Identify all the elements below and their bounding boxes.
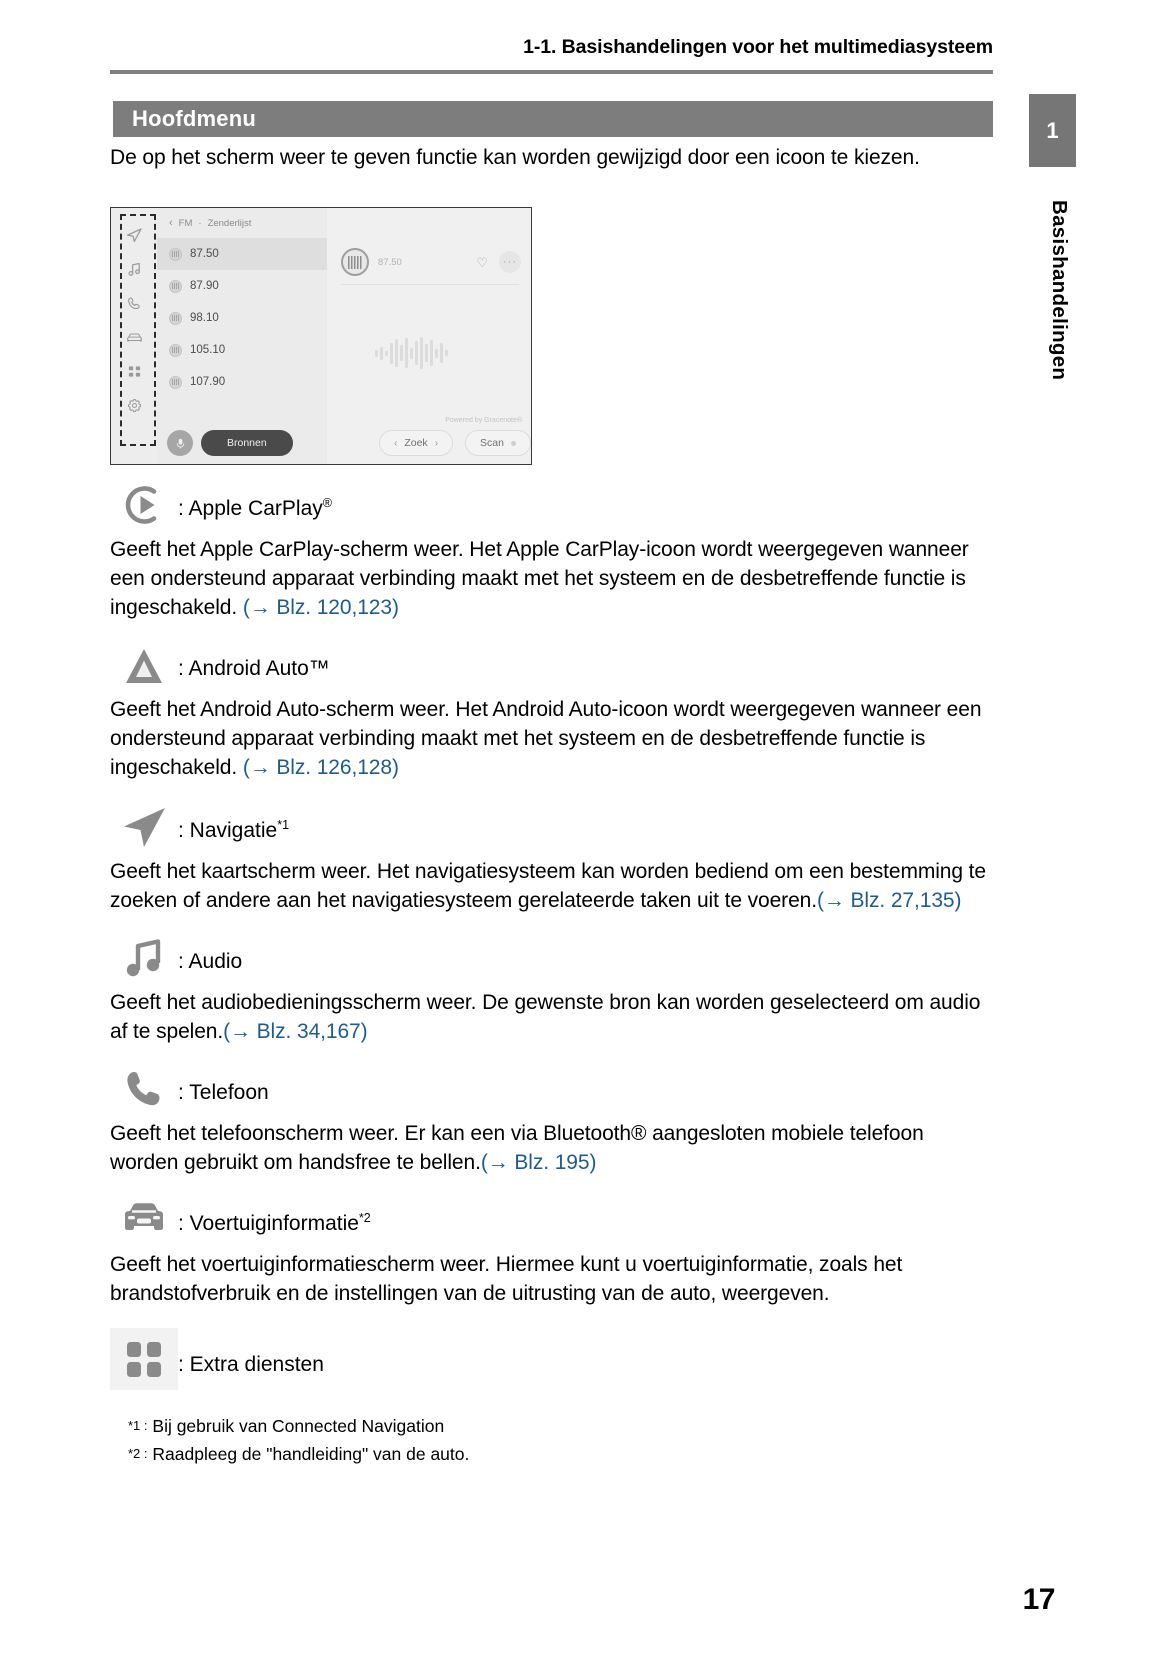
- footnote-marker: *1 :: [128, 1418, 148, 1433]
- entry-body: [110, 857, 995, 915]
- footnote-text: Raadpleeg de "handleiding" van de auto.: [152, 1444, 470, 1464]
- navigation-icon: [110, 804, 178, 850]
- footnote-marker: *2 :: [128, 1446, 148, 1461]
- scan-label: Scan: [480, 437, 504, 449]
- station-frequency: 87.50: [190, 248, 219, 260]
- entry-body-text: Geeft het Android Auto-scherm weer. Het Android Auto-icoon wordt weergegeven wanneer een ondersteund apparaat verbinding maakt met het systeem en de desbetreffende functie is ingeschakeld.: [110, 698, 982, 779]
- footnotes: [110, 1412, 995, 1468]
- chapter-name-vertical: Basishandelingen: [1048, 200, 1071, 381]
- icon-entry-list: [110, 482, 995, 1468]
- station-row[interactable]: [157, 270, 327, 302]
- page-reference-link[interactable]: (→ Blz. 27,135): [816, 889, 962, 912]
- header-rule: [110, 70, 993, 74]
- apple-carplay-icon: [110, 482, 178, 528]
- station-icon: [169, 376, 182, 389]
- station-row[interactable]: [157, 302, 327, 334]
- footnote: [110, 1440, 995, 1468]
- entry-label-text: : Telefoon: [178, 1081, 269, 1104]
- station-list-label: Zenderlijst: [207, 217, 252, 229]
- scan-indicator-icon: [511, 441, 516, 446]
- station-icon: [169, 280, 182, 293]
- seek-label: Zoek: [404, 437, 428, 449]
- entry-label: [178, 943, 242, 981]
- scan-button[interactable]: [465, 430, 531, 456]
- now-playing-header: [341, 248, 521, 276]
- entry-voertuiginformatie: [110, 1199, 995, 1308]
- entry-body-text: Geeft het telefoonscherm weer. Er kan een via Bluetooth® aangesloten mobiele telefoon worden gebruikt om handsfree te bellen.: [110, 1122, 924, 1174]
- chapter-number: 1: [1046, 118, 1059, 143]
- entry-label: [178, 1346, 324, 1390]
- section-title: Hoofdmenu: [132, 106, 257, 131]
- entry-label: [178, 1074, 269, 1112]
- entry-label-text: : Audio: [178, 950, 243, 973]
- running-head: 1-1. Basishandelingen voor het multimediasysteem: [523, 36, 993, 58]
- entry-body: [110, 535, 995, 622]
- phone-icon: [110, 1068, 178, 1112]
- seek-prev-icon[interactable]: ‹: [394, 437, 398, 449]
- waveform-visualizer-icon: [375, 336, 448, 370]
- device-screenshot-figure: [110, 207, 532, 465]
- station-icon: [169, 248, 182, 261]
- entry-label: [178, 812, 289, 850]
- station-row[interactable]: [157, 238, 327, 270]
- entry-body-text: Geeft het audiobedieningsscherm weer. De gewenste bron kan worden geselecteerd om audio af te spelen.: [110, 991, 981, 1043]
- divider: [341, 284, 519, 285]
- sidebar-highlight-dashed-box: [120, 214, 156, 446]
- entry-label-text: : Voertuiginformatie: [178, 1212, 359, 1235]
- station-frequency: 107.90: [190, 376, 226, 388]
- android-auto-icon: [110, 644, 178, 688]
- device-sidebar: [111, 208, 157, 464]
- station-frequency: 87.90: [190, 280, 219, 292]
- microphone-icon[interactable]: [167, 430, 193, 456]
- entry-label: [178, 650, 330, 688]
- entry-body: [110, 1119, 995, 1177]
- back-icon[interactable]: ‹: [169, 217, 173, 229]
- entry-label: [178, 1205, 371, 1243]
- station-frequency: 105.10: [190, 344, 226, 356]
- entry-label-text: : Navigatie: [178, 819, 278, 842]
- entry-audio: [110, 937, 995, 1046]
- sources-button[interactable]: Bronnen: [201, 430, 293, 456]
- audio-icon: [110, 937, 178, 981]
- entry-apple-carplay: [110, 482, 995, 622]
- entry-label-sup: *1: [277, 818, 290, 832]
- entry-label-text: : Apple CarPlay: [178, 497, 323, 520]
- powered-by-label: Powered by Gracenote®: [445, 417, 522, 424]
- entry-telefoon: [110, 1068, 995, 1177]
- apps-icon: [110, 1328, 178, 1390]
- entry-android-auto: [110, 644, 995, 782]
- chapter-thumb-tab: [1029, 94, 1076, 167]
- device-topbar: [157, 208, 327, 238]
- seek-button[interactable]: [379, 430, 453, 456]
- entry-label-sup: ®: [322, 496, 332, 510]
- page-number: 17: [1022, 1583, 1055, 1616]
- station-frequency: 98.10: [190, 312, 219, 324]
- entry-extra-diensten: [110, 1328, 995, 1390]
- entry-label: [178, 490, 332, 528]
- page-reference-link[interactable]: (→ Blz. 126,128): [242, 756, 399, 779]
- footnote-text: Bij gebruik van Connected Navigation: [152, 1416, 445, 1436]
- section-title-bar: [113, 101, 993, 137]
- page-reference-link[interactable]: (→ Blz. 34,167): [223, 1020, 368, 1043]
- entry-body-text: Geeft het Apple CarPlay-scherm weer. Het Apple CarPlay-icoon wordt weergegeven wanneer een ondersteund apparaat verbinding maakt met het systeem en de desbetreffende functie is ingeschakeld.: [110, 538, 969, 619]
- station-icon: [169, 344, 182, 357]
- page-reference-link[interactable]: (→ Blz. 195): [480, 1151, 597, 1174]
- entry-body: [110, 695, 995, 782]
- entry-body: [110, 988, 995, 1046]
- topbar-separator: ·: [198, 217, 202, 229]
- entry-navigatie: [110, 804, 995, 915]
- station-art-icon: [341, 248, 369, 276]
- entry-label-text: : Android Auto™: [178, 657, 330, 680]
- entry-body-text: Geeft het kaartscherm weer. Het navigatiesysteem kan worden bediend om een bestemming te zoeken of andere aan het navigatiesysteem gerelateerde taken uit te voeren.: [110, 860, 987, 912]
- entry-body: [110, 1250, 995, 1308]
- entry-label-text: : Extra diensten: [178, 1353, 324, 1376]
- seek-next-icon[interactable]: ›: [434, 437, 439, 449]
- page-content: [110, 143, 995, 180]
- vehicle-icon: [110, 1199, 178, 1243]
- section-lead: De op het scherm weer te geven functie kan worden gewijzigd door een icoon te kiezen.: [110, 146, 920, 169]
- more-icon[interactable]: ···: [499, 251, 521, 273]
- device-bottom-bar: [157, 422, 532, 464]
- footnote: [110, 1412, 995, 1440]
- heart-icon[interactable]: ♡: [476, 254, 488, 270]
- entry-label-sup: *2: [358, 1211, 371, 1225]
- page-reference-link[interactable]: (→ Blz. 120,123): [242, 596, 399, 619]
- station-row[interactable]: [157, 334, 327, 366]
- station-icon: [169, 312, 182, 325]
- source-label: FM: [178, 217, 193, 229]
- station-row[interactable]: [157, 366, 327, 398]
- now-playing-frequency: 87.50: [378, 256, 402, 268]
- entry-body-text: Geeft het voertuiginformatiescherm weer. Hiermee kunt u voertuiginformatie, zoals het brandstofverbruik en de instellingen van de uitrusting van de auto, weergeven.: [110, 1253, 903, 1305]
